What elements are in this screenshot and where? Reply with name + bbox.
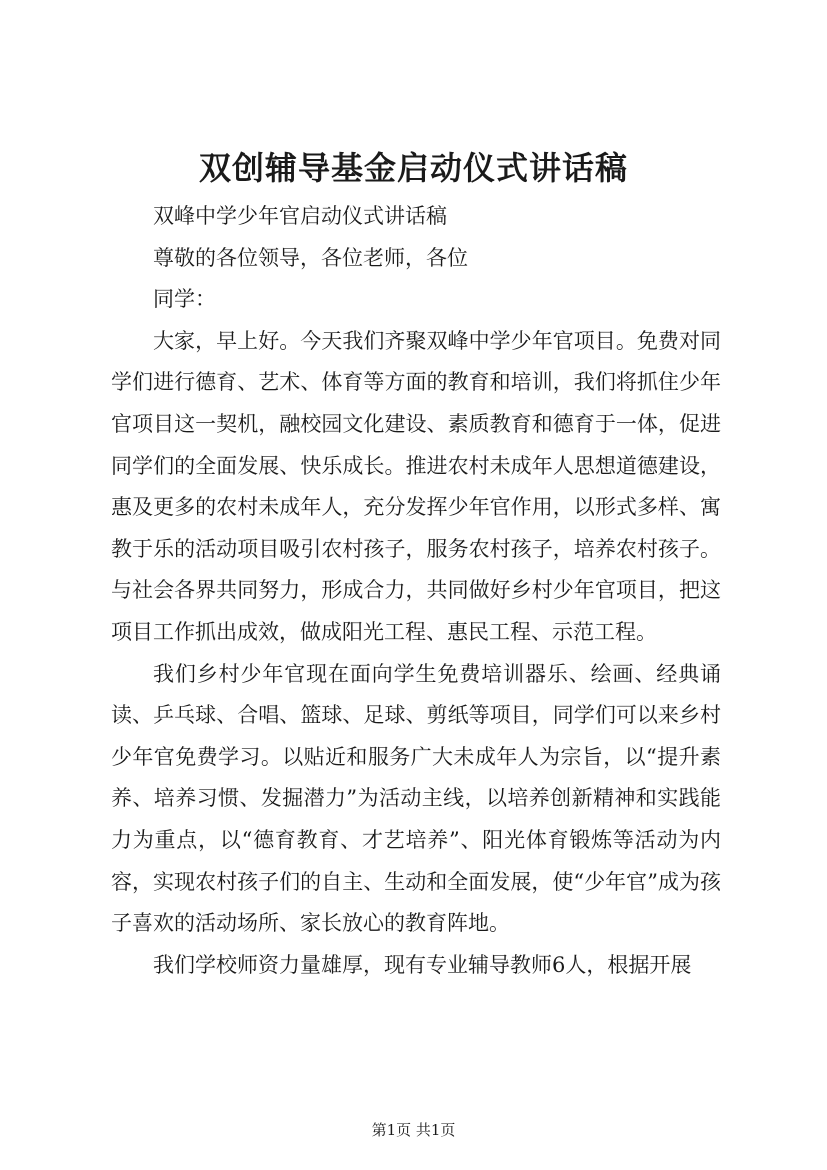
paragraph-salutation-cont: 同学： [153, 287, 216, 312]
document-body [111, 196, 721, 986]
paragraph-body-3: 我们学校师资力量雄厚，现有专业辅导教师6人，根据开展 [153, 952, 692, 977]
paragraph-salutation: 尊敬的各位领导，各位老师，各位 [153, 245, 468, 270]
paragraph-body-2: 我们乡村少年官现在面向学生免费培训器乐、绘画、经典诵读、乒乓球、合唱、篮球、足球、剪纸等项目，同学们可以来乡村少年官免费学习。以贴近和服务广大未成年人为宗旨，以“提升素养、培养习惯、发掘潜力”为活动主线，以培养创新精神和实践能力为重点，以“德育教育、才艺培养”、阳光体育锻炼等活动为内容，实现农村孩子们的自主、生动和全面发展，使“少年官”成为孩子喜欢的活动场所、家长放心的教育阵地。 [111, 661, 721, 936]
page-number: 第1页 共1页 [371, 1121, 456, 1139]
paragraph-subtitle: 双峰中学少年官启动仪式讲话稿 [153, 204, 447, 228]
paragraph-body-1: 大家，早上好。今天我们齐聚双峰中学少年官项目。免费对同学们进行德育、艺术、体育等方面的教育和培训，我们将抓住少年官项目这一契机，融校园文化建设、素质教育和德育于一体，促进同学们的全面发展、快乐成长。推进农村未成年人思想道德建设，惠及更多的农村未成年人，充分发挥少年官作用，以形式多样、寓教于乐的活动项目吸引农村孩子，服务农村孩子，培养农村孩子。与社会各界共同努力，形成合力，共同做好乡村少年官项目，把这项目工作抓出成效，做成阳光工程、惠民工程、示范工程。 [111, 328, 721, 644]
document-title: 双创辅导基金启动仪式讲话稿 [198, 149, 628, 187]
